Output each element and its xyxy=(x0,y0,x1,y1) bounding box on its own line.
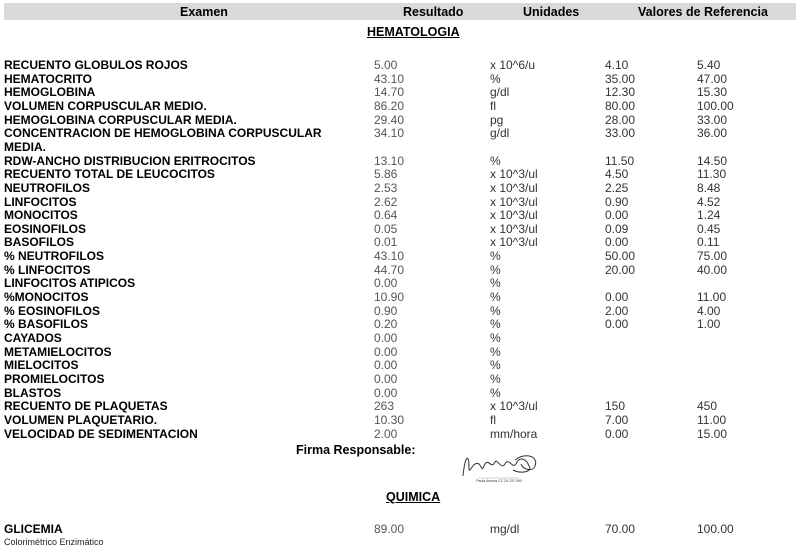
exam-units: x 10^3/ul xyxy=(490,399,538,414)
exam-name: PROMIELOCITOS xyxy=(4,371,105,386)
exam-units: pg xyxy=(490,112,504,127)
exam-result: 0.05 xyxy=(374,221,398,236)
table-row xyxy=(0,413,800,427)
ref-high: 15.30 xyxy=(697,85,728,100)
table-row xyxy=(0,386,800,400)
exam-result: 2.53 xyxy=(374,180,398,195)
exam-name: RECUENTO TOTAL DE LEUCOCITOS xyxy=(4,167,215,182)
exam-name: % EOSINOFILOS xyxy=(4,303,101,318)
ref-low: 7.00 xyxy=(605,412,629,427)
exam-units: % xyxy=(490,71,501,86)
exam-units: mm/hora xyxy=(490,426,538,441)
exam-result: 263 xyxy=(374,399,395,414)
exam-result: 0.64 xyxy=(374,208,398,223)
table-row xyxy=(0,304,800,318)
ref-low: 12.30 xyxy=(605,85,636,100)
ref-low: 35.00 xyxy=(605,71,636,86)
ref-low: 2.25 xyxy=(605,180,629,195)
exam-name: LINFOCITOS xyxy=(4,194,77,209)
exam-units: g/dl xyxy=(490,85,510,100)
header-resultado: Resultado xyxy=(403,5,464,19)
exam-result: 44.70 xyxy=(374,262,405,277)
section-quimica: QUIMICA xyxy=(386,490,441,504)
exam-name: % LINFOCITOS xyxy=(4,262,91,277)
ref-high: 100.00 xyxy=(697,522,734,536)
ref-low: 2.00 xyxy=(605,303,629,318)
table-row xyxy=(0,358,800,372)
table-row xyxy=(0,85,800,99)
ref-high: 11.00 xyxy=(697,290,727,305)
exam-result: 0.00 xyxy=(374,385,398,400)
exam-name: VELOCIDAD DE SEDIMENTACION xyxy=(4,426,198,441)
firma-label: Firma Responsable: xyxy=(296,443,416,457)
signature-caption: Paula Andrea CC 24.137.090 xyxy=(476,479,522,483)
exam-name: GLICEMIA xyxy=(4,522,63,536)
exam-name: METAMIELOCITOS xyxy=(4,344,112,359)
exam-units: x 10^3/ul xyxy=(490,167,538,182)
ref-high: 450 xyxy=(697,399,718,414)
ref-high: 40.00 xyxy=(697,262,728,277)
exam-result: 0.00 xyxy=(374,276,398,291)
exam-name: NEUTROFILOS xyxy=(4,180,90,195)
table-row xyxy=(0,195,800,209)
table-row xyxy=(0,399,800,413)
signature xyxy=(455,446,545,488)
ref-low: 0.09 xyxy=(605,221,629,236)
exam-name: HEMOGLOBINA CORPUSCULAR MEDIA. xyxy=(4,112,237,127)
exam-result: 10.90 xyxy=(374,290,405,305)
ref-low: 4.10 xyxy=(605,58,629,72)
exam-units: x 10^3/ul xyxy=(490,235,538,250)
table-row xyxy=(0,249,800,263)
exam-units: fl xyxy=(490,412,496,427)
ref-low: 0.90 xyxy=(605,194,629,209)
table-row xyxy=(0,372,800,386)
header-unidades: Unidades xyxy=(523,5,580,19)
exam-result: 0.00 xyxy=(374,358,398,373)
exam-units: % xyxy=(490,358,501,373)
exam-name: RDW-ANCHO DISTRIBUCION ERITROCITOS xyxy=(4,153,256,168)
table-row xyxy=(0,181,800,195)
exam-units: fl xyxy=(490,98,496,113)
exam-name: MEDIA. xyxy=(4,139,46,154)
exam-units: % xyxy=(490,385,501,400)
table-row xyxy=(0,99,800,113)
exam-units: % xyxy=(490,371,501,386)
ref-high: 4.00 xyxy=(697,303,721,318)
exam-name: BASOFILOS xyxy=(4,235,75,250)
exam-name: VOLUMEN CORPUSCULAR MEDIO. xyxy=(4,98,207,113)
method-note: Colorimétrico Enzimático xyxy=(4,537,104,547)
ref-high: 47.00 xyxy=(697,71,728,86)
exam-units: % xyxy=(490,249,501,264)
table-header xyxy=(4,3,796,20)
ref-low: 33.00 xyxy=(605,126,636,141)
table-row-glicemia xyxy=(0,522,800,536)
ref-low: 20.00 xyxy=(605,262,636,277)
ref-low: 0.00 xyxy=(605,208,629,223)
exam-name: MIELOCITOS xyxy=(4,358,79,373)
exam-result: 43.10 xyxy=(374,71,405,86)
ref-high: 100.00 xyxy=(697,98,734,113)
table-row xyxy=(0,331,800,345)
exam-result: 34.10 xyxy=(374,126,405,141)
table-row xyxy=(0,208,800,222)
exam-units: mg/dl xyxy=(490,522,520,536)
exam-name: % NEUTROFILOS xyxy=(4,249,105,264)
exam-result: 29.40 xyxy=(374,112,405,127)
exam-name: CAYADOS xyxy=(4,331,62,345)
ref-high: 15.00 xyxy=(697,426,728,441)
table-row xyxy=(0,276,800,290)
exam-units: x 10^3/ul xyxy=(490,180,538,195)
ref-low: 80.00 xyxy=(605,98,636,113)
table-row xyxy=(0,154,800,168)
table-row xyxy=(0,72,800,86)
table-row xyxy=(0,222,800,236)
exam-name: MONOCITOS xyxy=(4,208,78,223)
exam-name: HEMOGLOBINA xyxy=(4,85,96,100)
ref-high: 75.00 xyxy=(697,249,728,264)
ref-low: 0.00 xyxy=(605,426,629,441)
exam-name: HEMATOCRITO xyxy=(4,71,93,86)
ref-high: 0.45 xyxy=(697,221,721,236)
exam-result: 14.70 xyxy=(374,85,405,100)
exam-name: % BASOFILOS xyxy=(4,317,89,332)
exam-result: 0.90 xyxy=(374,303,398,318)
ref-high: 36.00 xyxy=(697,126,728,141)
exam-name: RECUENTO DE PLAQUETAS xyxy=(4,399,168,414)
table-row xyxy=(0,235,800,249)
exam-result: 5.00 xyxy=(374,58,398,72)
exam-units: % xyxy=(490,276,501,291)
ref-low: 28.00 xyxy=(605,112,636,127)
exam-units: % xyxy=(490,303,501,318)
table-row xyxy=(0,427,800,441)
exam-result: 2.00 xyxy=(374,426,398,441)
table-row xyxy=(0,113,800,127)
ref-low: 0.00 xyxy=(605,290,629,305)
exam-result: 10.30 xyxy=(374,412,405,427)
exam-name: %MONOCITOS xyxy=(4,290,89,305)
exam-result: 0.00 xyxy=(374,344,398,359)
exam-result: 2.62 xyxy=(374,194,398,209)
exam-result: 86.20 xyxy=(374,98,405,113)
ref-high: 0.11 xyxy=(697,235,720,250)
ref-high: 1.00 xyxy=(697,317,721,332)
exam-result: 0.01 xyxy=(374,235,398,250)
ref-high: 11.00 xyxy=(697,412,727,427)
ref-low: 50.00 xyxy=(605,249,636,264)
exam-name: LINFOCITOS ATIPICOS xyxy=(4,276,136,291)
exam-units: g/dl xyxy=(490,126,510,141)
ref-high: 4.52 xyxy=(697,194,721,209)
ref-low: 0.00 xyxy=(605,235,629,250)
exam-result: 89.00 xyxy=(374,522,405,536)
ref-high: 5.40 xyxy=(697,58,721,72)
ref-low: 4.50 xyxy=(605,167,629,182)
exam-name: CONCENTRACION DE HEMOGLOBINA CORPUSCULAR xyxy=(4,126,322,141)
exam-units: x 10^3/ul xyxy=(490,194,538,209)
table-row xyxy=(0,317,800,331)
ref-high: 8.48 xyxy=(697,180,721,195)
exam-result: 0.20 xyxy=(374,317,398,332)
section-hematologia: HEMATOLOGIA xyxy=(367,25,460,39)
exam-result: 0.00 xyxy=(374,371,398,386)
ref-high: 33.00 xyxy=(697,112,728,127)
exam-units: x 10^3/ul xyxy=(490,208,538,223)
ref-high: 14.50 xyxy=(697,153,728,168)
table-row xyxy=(0,167,800,181)
ref-high: 11.30 xyxy=(697,167,727,182)
table-row xyxy=(0,58,800,72)
exam-units: % xyxy=(490,153,501,168)
header-referencia: Valores de Referencia xyxy=(638,5,768,19)
exam-result: 13.10 xyxy=(374,153,405,168)
exam-result: 0.00 xyxy=(374,331,398,345)
exam-units: % xyxy=(490,344,501,359)
ref-low: 150 xyxy=(605,399,626,414)
ref-low: 11.50 xyxy=(605,153,635,168)
table-row xyxy=(0,126,800,140)
table-row xyxy=(0,290,800,304)
ref-low: 70.00 xyxy=(605,522,636,536)
table-row xyxy=(0,345,800,359)
ref-high: 1.24 xyxy=(697,208,721,223)
ref-low: 0.00 xyxy=(605,317,629,332)
exam-name: BLASTOS xyxy=(4,385,62,400)
exam-units: x 10^3/ul xyxy=(490,221,538,236)
exam-name: RECUENTO GLOBULOS ROJOS xyxy=(4,58,188,72)
exam-units: % xyxy=(490,262,501,277)
exam-units: % xyxy=(490,331,501,345)
exam-name: EOSINOFILOS xyxy=(4,221,87,236)
header-examen: Examen xyxy=(180,5,228,19)
exam-name: VOLUMEN PLAQUETARIO. xyxy=(4,412,158,427)
table-row xyxy=(0,263,800,277)
exam-result: 5.86 xyxy=(374,167,398,182)
table-row xyxy=(0,140,800,154)
exam-units: % xyxy=(490,317,501,332)
exam-units: % xyxy=(490,290,501,305)
exam-units: x 10^6/u xyxy=(490,58,535,72)
exam-result: 43.10 xyxy=(374,249,405,264)
